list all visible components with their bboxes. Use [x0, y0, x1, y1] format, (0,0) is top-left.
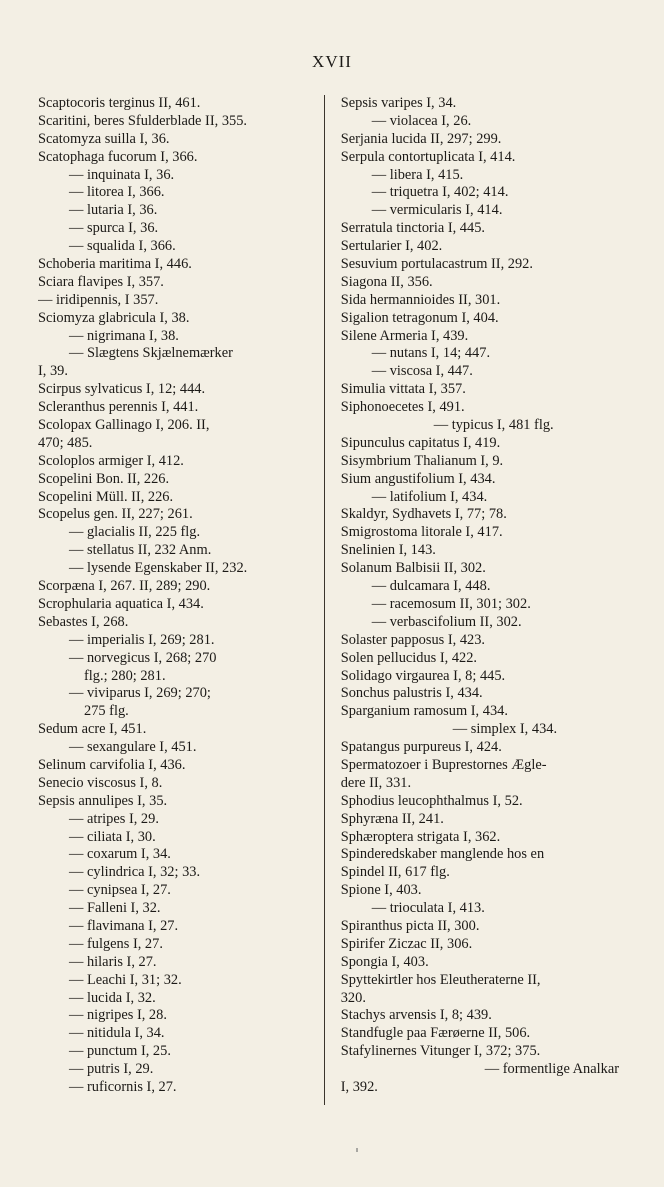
- index-entry: Sida hermannioides II, 301.: [340, 291, 501, 308]
- index-entry: — spurca I, 36.: [69, 220, 159, 237]
- speck-mark: [356, 1148, 358, 1152]
- index-entry: Sigalion tetragonum I, 404.: [340, 309, 499, 326]
- index-entry: — dulcamara I, 448.: [371, 578, 491, 595]
- index-entry: Silene Armeria I, 439.: [340, 327, 469, 344]
- index-entry: 275 flg.: [84, 703, 129, 720]
- index-entry: Spongia I, 403.: [340, 953, 429, 970]
- index-entry: Scatomyza suilla I, 36.: [38, 130, 170, 147]
- index-entry: Scrophularia aquatica I, 434.: [38, 595, 204, 612]
- index-entry: Sepsis varipes I, 34.: [340, 95, 457, 111]
- index-entry: Sesuvium portulacastrum II, 292.: [340, 256, 533, 273]
- index-entry: — stellatus II, 232 Anm.: [69, 542, 212, 559]
- index-entry: Standfugle paa Færøerne II, 506.: [340, 1025, 531, 1042]
- index-entry: Sertularier I, 402.: [340, 238, 443, 255]
- index-entry: Scaritini, beres Sfulderblade II, 355.: [38, 112, 248, 129]
- index-entry: — nigrimana I, 38.: [69, 327, 179, 344]
- index-entry: Serratula tinctoria I, 445.: [340, 220, 485, 237]
- index-entry: Serjania lucida II, 297; 299.: [340, 130, 502, 147]
- index-entry: — squalida I, 366.: [69, 238, 176, 255]
- index-entry: Solen pellucidus I, 422.: [340, 649, 478, 666]
- index-entry: — punctum I, 25.: [69, 1043, 171, 1060]
- index-entry: Spirifer Ziczac II, 306.: [340, 935, 473, 952]
- index-entry: — litorea I, 366.: [69, 184, 165, 201]
- right-column: [335, 95, 648, 1105]
- index-entry: Schoberia maritima I, 446.: [38, 256, 192, 273]
- index-entry: — putris I, 29.: [69, 1061, 154, 1078]
- index-entry: Scolopax Gallinago I, 206. II,: [38, 417, 210, 434]
- index-entry: — fulgens I, 27.: [69, 935, 163, 952]
- index-entry: — imperialis I, 269; 281.: [69, 631, 215, 648]
- index-entry: Selinum carvifolia I, 436.: [38, 756, 186, 773]
- index-entry: Solanum Balbisii II, 302.: [340, 560, 486, 577]
- index-entry: — glacialis II, 225 flg.: [69, 524, 201, 541]
- index-entry: Spiranthus picta II, 300.: [340, 917, 480, 934]
- left-column: [38, 95, 314, 1105]
- index-entry: dere II, 331.: [340, 774, 412, 791]
- index-entry: — verbascifolium II, 302.: [371, 613, 522, 630]
- index-entry: — iridipennis, I 357.: [38, 291, 159, 308]
- index-entry: — libera I, 415.: [371, 166, 464, 183]
- index-entry: — lysende Egenskaber II, 232.: [69, 560, 248, 577]
- index-entry: — viviparus I, 269; 270;: [69, 685, 211, 702]
- index-entry: — coxarum I, 34.: [69, 846, 171, 863]
- index-entry: Serpula contortuplicata I, 414.: [340, 148, 516, 165]
- column-divider: [324, 95, 325, 1105]
- index-entry: Sphæroptera strigata I, 362.: [340, 828, 501, 845]
- index-entry: — vermicularis I, 414.: [371, 202, 503, 219]
- index-entry: Spermatozoer i Buprestornes Ægle-: [340, 756, 547, 773]
- index-entry: Solaster papposus I, 423.: [340, 631, 486, 648]
- index-entry: Snelinien I, 143.: [340, 542, 436, 559]
- index-entry: 470; 485.: [38, 434, 93, 451]
- index-entry: — viscosa I, 447.: [371, 363, 473, 380]
- index-entry: — ruficornis I, 27.: [69, 1078, 177, 1095]
- index-entry: — nigripes I, 28.: [69, 1007, 167, 1024]
- index-entry: Sciara flavipes I, 357.: [38, 273, 164, 290]
- index-entry: — trioculata I, 413.: [371, 900, 485, 917]
- index-entry: Siagona II, 356.: [340, 273, 433, 290]
- index-entry: — violacea I, 26.: [371, 112, 472, 129]
- index-entry: Sisymbrium Thalianum I, 9.: [340, 452, 504, 469]
- index-entry: Sonchus palustris I, 434.: [340, 685, 483, 702]
- index-entry: Spyttekirtler hos Eleutheraterne II,: [340, 971, 541, 988]
- index-entry: Solidago virgaurea I, 8; 445.: [340, 667, 506, 684]
- index-entry: — atripes I, 29.: [69, 810, 159, 827]
- index-entry: — formentlige Analkar: [484, 1061, 620, 1078]
- index-entry: — flavimana I, 27.: [69, 917, 179, 934]
- index-entry: I, 392.: [340, 1078, 378, 1095]
- index-entry: Spione I, 403.: [340, 882, 422, 899]
- index-entry: — typicus I, 481 flg.: [433, 417, 554, 434]
- index-entry: Smigrostoma litorale I, 417.: [340, 524, 503, 541]
- index-entry: 320.: [340, 989, 366, 1006]
- index-entry: Sebastes I, 268.: [38, 613, 129, 630]
- index-entry: Sium angustifolium I, 434.: [340, 470, 496, 487]
- index-entry: Spatangus purpureus I, 424.: [340, 739, 502, 756]
- page-number: XVII: [312, 52, 352, 71]
- index-entry: Senecio viscosus I, 8.: [38, 774, 163, 791]
- index-entry: — ciliata I, 30.: [69, 828, 156, 845]
- index-entry: — sexangulare I, 451.: [69, 739, 197, 756]
- index-entry: Scatophaga fucorum I, 366.: [38, 148, 198, 165]
- index-entry: Sphyræna II, 241.: [340, 810, 444, 827]
- index-columns: [38, 95, 648, 1105]
- index-entry: Sciomyza glabricula I, 38.: [38, 309, 190, 326]
- index-entry: — nutans I, 14; 447.: [371, 345, 491, 362]
- index-entry: — norvegicus I, 268; 270: [69, 649, 217, 666]
- index-entry: Sphodius leucophthalmus I, 52.: [340, 792, 523, 809]
- index-entry: I, 39.: [38, 363, 68, 380]
- index-entry: Spindel II, 617 flg.: [340, 864, 450, 881]
- index-entry: Stafylinernes Vitunger I, 372; 375.: [340, 1043, 541, 1060]
- index-entry: — inquinata I, 36.: [69, 166, 175, 183]
- index-entry: Sepsis annulipes I, 35.: [38, 792, 168, 809]
- index-entry: Scleranthus perennis I, 441.: [38, 399, 199, 416]
- index-entry: — Leachi I, 31; 32.: [69, 971, 182, 988]
- index-entry: Simulia vittata I, 357.: [340, 381, 466, 398]
- index-entry: — racemosum II, 301; 302.: [371, 595, 531, 612]
- index-entry: Sparganium ramosum I, 434.: [340, 703, 508, 720]
- index-entry: — cylindrica I, 32; 33.: [69, 864, 201, 881]
- index-entry: Scorpæna I, 267. II, 289; 290.: [38, 578, 211, 595]
- index-entry: Stachys arvensis I, 8; 439.: [340, 1007, 492, 1024]
- index-entry: Scoloplos armiger I, 412.: [38, 452, 184, 469]
- index-entry: — nitidula I, 34.: [69, 1025, 165, 1042]
- index-entry: Sipunculus capitatus I, 419.: [340, 434, 501, 451]
- index-entry: Skaldyr, Sydhavets I, 77; 78.: [340, 506, 507, 523]
- index-entry: Scopelus gen. II, 227; 261.: [38, 506, 193, 523]
- index-entry: — hilaris I, 27.: [69, 953, 157, 970]
- index-entry: — triquetra I, 402; 414.: [371, 184, 509, 201]
- index-entry: Scaptocoris terginus II, 461.: [38, 95, 201, 111]
- index-entry: — cynipsea I, 27.: [69, 882, 171, 899]
- index-entry: Siphonoecetes I, 491.: [340, 399, 465, 416]
- index-entry: Scirpus sylvaticus I, 12; 444.: [38, 381, 206, 398]
- index-entry: Spinderedskaber manglende hos en: [340, 846, 545, 863]
- index-entry: — simplex I, 434.: [452, 721, 558, 738]
- index-entry: — lucida I, 32.: [69, 989, 156, 1006]
- index-entry: — Falleni I, 32.: [69, 900, 161, 917]
- index-entry: Scopelini Müll. II, 226.: [38, 488, 174, 505]
- index-entry: Sedum acre I, 451.: [38, 721, 147, 738]
- index-entry: — latifolium I, 434.: [371, 488, 488, 505]
- index-entry: — lutaria I, 36.: [69, 202, 158, 219]
- index-entry: — Slægtens Skjælnemærker: [69, 345, 233, 362]
- index-entry: Scopelini Bon. II, 226.: [38, 470, 170, 487]
- index-entry: flg.; 280; 281.: [84, 667, 166, 684]
